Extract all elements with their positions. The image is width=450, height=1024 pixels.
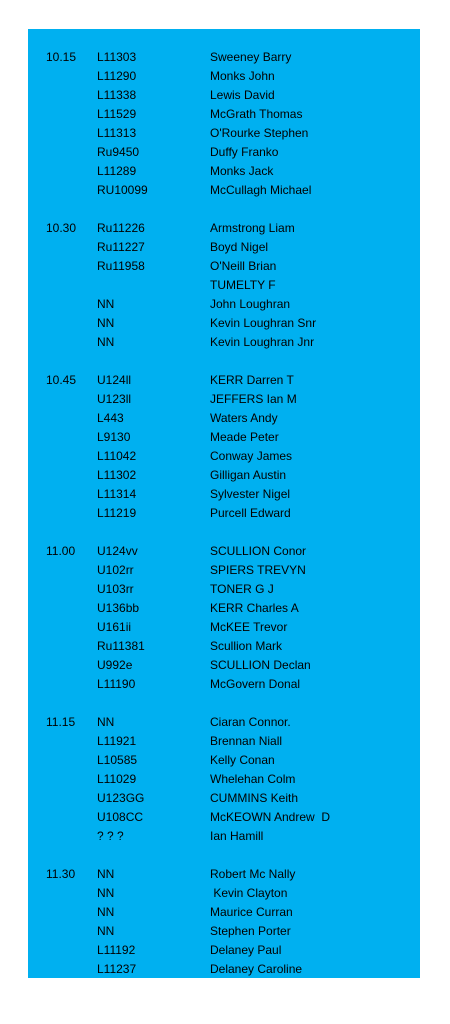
player-row: [28, 485, 420, 504]
player-row: [28, 789, 420, 808]
player-name: TONER G J: [210, 582, 274, 596]
player-row: [28, 295, 420, 314]
player-code: Ru9450: [97, 145, 140, 159]
player-row: [28, 219, 420, 238]
player-row: [28, 808, 420, 827]
player-row: [28, 86, 420, 105]
player-code: NN: [97, 924, 115, 938]
player-row: [28, 675, 420, 694]
tee-time: 11.00: [46, 544, 76, 558]
group-spacer: [28, 846, 420, 865]
player-row: [28, 561, 420, 580]
player-row: [28, 732, 420, 751]
player-row: [28, 637, 420, 656]
player-name: Sylvester Nigel: [210, 487, 291, 501]
player-row: [28, 827, 420, 846]
player-name: Purcell Edward: [210, 506, 291, 520]
player-code: L11029: [97, 772, 137, 786]
player-row: [28, 124, 420, 143]
player-code: NN: [97, 867, 115, 881]
player-name: Monks Jack: [210, 164, 274, 178]
player-row: [28, 466, 420, 485]
player-row: [28, 333, 420, 352]
player-name: Conway James: [210, 449, 293, 463]
player-name: Waters Andy: [210, 411, 278, 425]
group-spacer: [28, 523, 420, 542]
player-row: [28, 447, 420, 466]
player-code: Ru11381: [97, 639, 145, 653]
player-name: Kevin Clayton: [210, 886, 288, 900]
player-code: Ru11227: [97, 240, 145, 254]
player-name: Delaney Paul: [210, 943, 282, 957]
player-code: L10585: [97, 753, 138, 767]
player-name: Ciaran Connor.: [210, 715, 291, 729]
player-code: U136bb: [97, 601, 140, 615]
player-name: Duffy Franko: [210, 145, 279, 159]
player-code: L11303: [97, 50, 137, 64]
player-name: Meade Peter: [210, 430, 279, 444]
player-name: KERR Charles A: [210, 601, 299, 615]
player-row: [28, 276, 420, 295]
player-row: [28, 371, 420, 390]
player-name: McKEE Trevor: [210, 620, 288, 634]
player-row: [28, 390, 420, 409]
player-code: NN: [97, 335, 115, 349]
player-code: NN: [97, 715, 115, 729]
player-row: [28, 67, 420, 86]
player-code: U123ll: [97, 392, 132, 406]
player-row: [28, 238, 420, 257]
tee-time: 11.15: [46, 715, 76, 729]
player-name: Robert Mc Nally: [210, 867, 296, 881]
player-code: ? ? ?: [97, 829, 124, 843]
player-row: [28, 884, 420, 903]
player-name: Kelly Conan: [210, 753, 275, 767]
player-code: L11302: [97, 468, 137, 482]
player-name: SCULLION Declan: [210, 658, 311, 672]
player-code: L11190: [97, 677, 136, 691]
player-name: Maurice Curran: [210, 905, 293, 919]
player-row: [28, 751, 420, 770]
player-code: L11314: [97, 487, 137, 501]
player-name: Armstrong Liam: [210, 221, 295, 235]
player-code: U124ll: [97, 373, 132, 387]
player-row: [28, 314, 420, 333]
player-row: [28, 181, 420, 200]
player-code: U108CC: [97, 810, 144, 824]
player-code: NN: [97, 886, 115, 900]
tee-sheet-list: [28, 48, 420, 979]
player-name: Gilligan Austin: [210, 468, 287, 482]
player-code: L11290: [97, 69, 137, 83]
player-code: U102rr: [97, 563, 134, 577]
player-name: Delaney Caroline: [210, 962, 303, 976]
player-name: SPIERS TREVYN: [210, 563, 306, 577]
player-code: U992e: [97, 658, 133, 672]
player-row: [28, 713, 420, 732]
player-code: L443: [97, 411, 124, 425]
player-name: Kevin Loughran Snr: [210, 316, 317, 330]
player-code: U124vv: [97, 544, 138, 558]
player-name: John Loughran: [210, 297, 291, 311]
group-spacer: [28, 352, 420, 371]
group-spacer: [28, 694, 420, 713]
player-row: [28, 656, 420, 675]
player-row: [28, 143, 420, 162]
player-code: U123GG: [97, 791, 145, 805]
player-name: TUMELTY F: [210, 278, 276, 292]
player-code: L11192: [97, 943, 136, 957]
player-name: McKEOWN Andrew D: [210, 810, 331, 824]
player-code: L9130: [97, 430, 131, 444]
player-code: L11529: [97, 107, 137, 121]
player-name: Kevin Loughran Jnr: [210, 335, 315, 349]
player-code: NN: [97, 905, 115, 919]
player-code: NN: [97, 297, 115, 311]
player-code: L11921: [97, 734, 137, 748]
group-spacer: [28, 200, 420, 219]
tee-time: 10.45: [46, 373, 77, 387]
tee-sheet-panel: [28, 29, 420, 978]
player-name: KERR Darren T: [210, 373, 294, 387]
player-row: [28, 428, 420, 447]
player-name: Lewis David: [210, 88, 275, 102]
player-row: [28, 257, 420, 276]
tee-time: 10.30: [46, 221, 77, 235]
player-code: Ru11958: [97, 259, 145, 273]
player-row: [28, 618, 420, 637]
player-code: U161ii: [97, 620, 132, 634]
player-name: Ian Hamill: [210, 829, 264, 843]
player-name: SCULLION Conor: [210, 544, 307, 558]
player-row: [28, 409, 420, 428]
player-code: L11313: [97, 126, 137, 140]
player-row: [28, 960, 420, 979]
player-code: L11219: [97, 506, 137, 520]
player-name: JEFFERS Ian M: [210, 392, 297, 406]
player-name: Boyd Nigel: [210, 240, 269, 254]
player-code: NN: [97, 316, 115, 330]
player-name: Monks John: [210, 69, 275, 83]
player-name: Whelehan Colm: [210, 772, 296, 786]
player-code: L11042: [97, 449, 137, 463]
player-row: [28, 599, 420, 618]
player-name: Brennan Niall: [210, 734, 283, 748]
player-row: [28, 162, 420, 181]
player-code: L11338: [97, 88, 137, 102]
player-row: [28, 542, 420, 561]
player-row: [28, 941, 420, 960]
player-row: [28, 105, 420, 124]
player-name: O'Neill Brian: [210, 259, 277, 273]
player-row: [28, 865, 420, 884]
player-name: McCullagh Michael: [210, 183, 312, 197]
tee-time: 10.15: [46, 50, 77, 64]
player-code: L11289: [97, 164, 137, 178]
player-row: [28, 580, 420, 599]
tee-time: 11.30: [46, 867, 76, 881]
player-code: RU10099: [97, 183, 148, 197]
player-code: L11237: [97, 962, 137, 976]
player-row: [28, 903, 420, 922]
player-row: [28, 922, 420, 941]
player-name: McGovern Donal: [210, 677, 301, 691]
player-name: McGrath Thomas: [210, 107, 303, 121]
player-name: CUMMINS Keith: [210, 791, 299, 805]
player-code: U103rr: [97, 582, 134, 596]
player-name: Scullion Mark: [210, 639, 283, 653]
player-row: [28, 770, 420, 789]
player-name: Sweeney Barry: [210, 50, 292, 64]
player-code: Ru11226: [97, 221, 145, 235]
player-name: Stephen Porter: [210, 924, 291, 938]
player-name: O'Rourke Stephen: [210, 126, 309, 140]
player-row: [28, 48, 420, 67]
player-row: [28, 504, 420, 523]
